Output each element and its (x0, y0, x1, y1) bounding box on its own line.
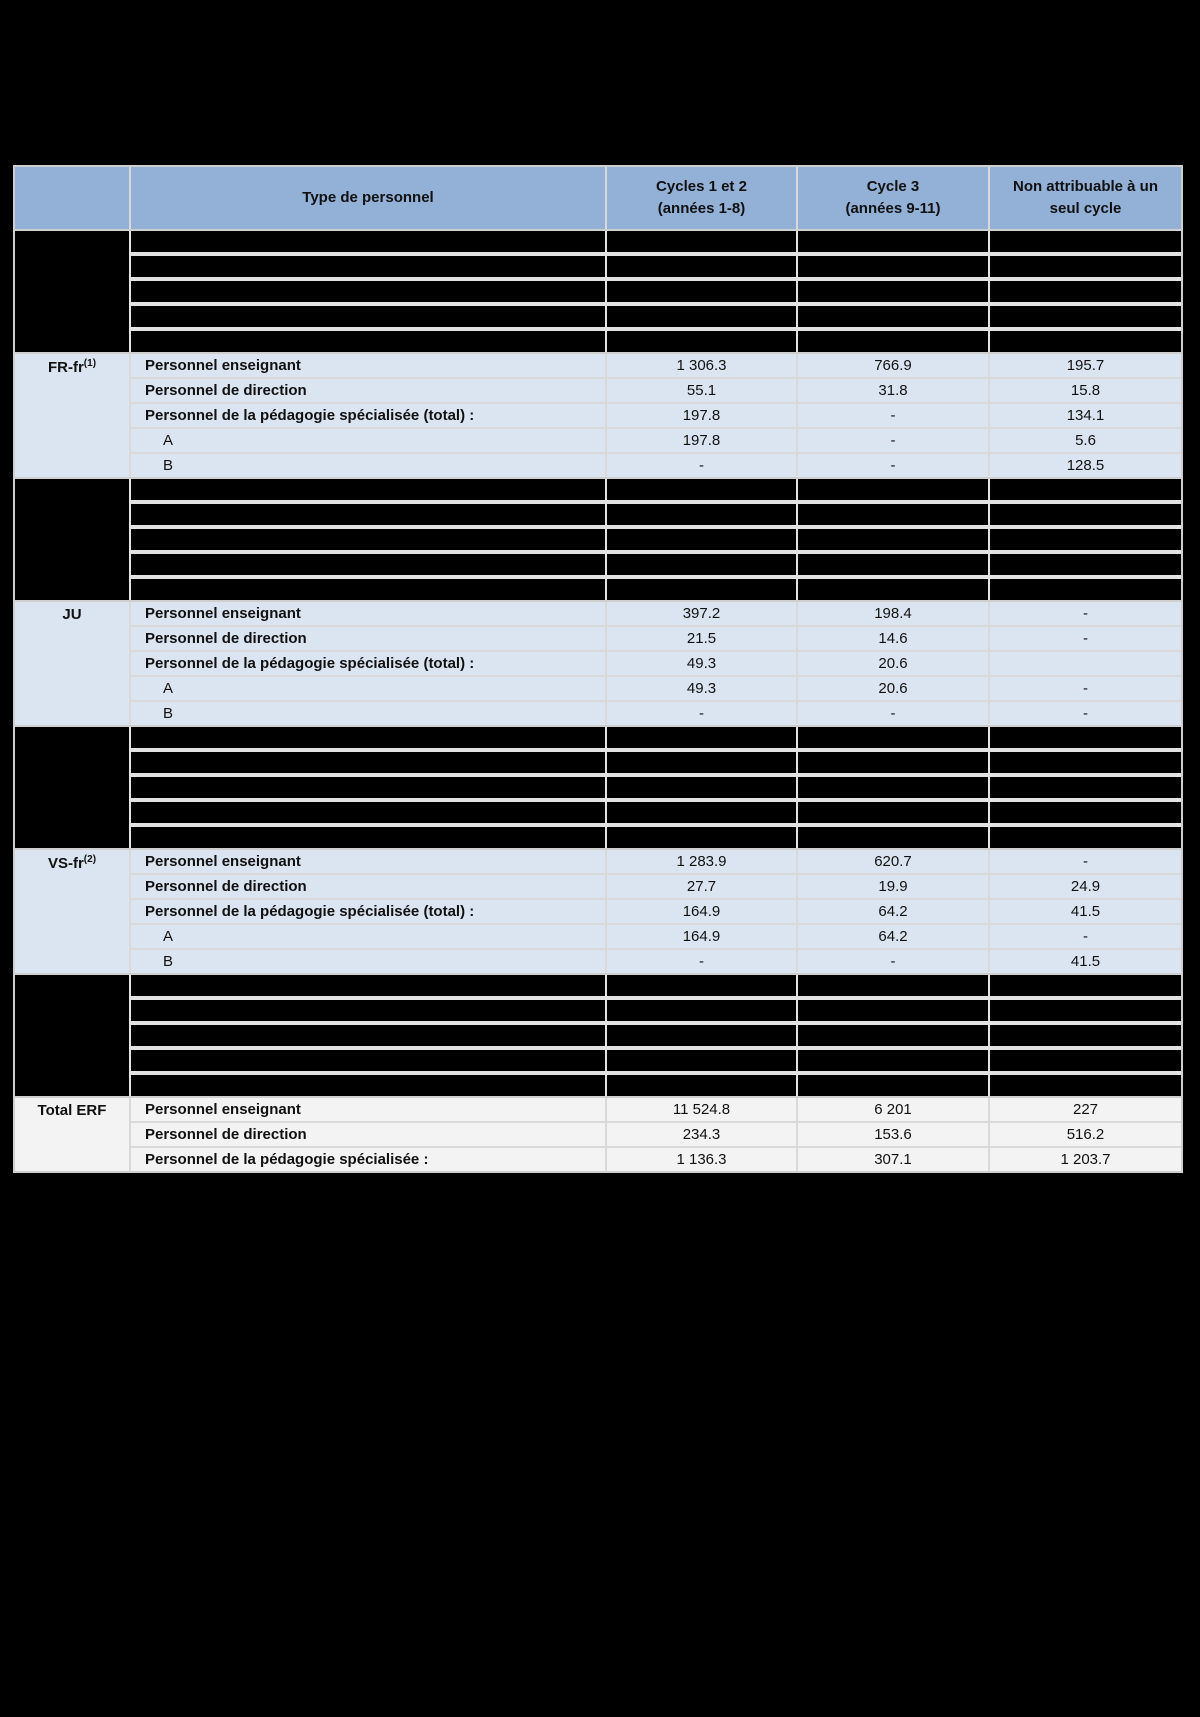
redacted-cell (798, 1025, 988, 1046)
redacted-cell (798, 777, 988, 798)
header-cycle3-cell (798, 167, 988, 229)
header-nonattribuable-line2: seul cycle (1049, 200, 1122, 217)
redacted-cell (798, 306, 988, 327)
redacted-cell (131, 1050, 605, 1071)
region-name-text: $FR-fr^{(1)}$ (47, 358, 97, 376)
redacted-cell (990, 727, 1181, 748)
redacted-cell (607, 1050, 796, 1071)
redacted-cell (131, 802, 605, 823)
redacted-cell (131, 554, 605, 575)
redacted-cell (131, 529, 605, 550)
redacted-cell (798, 554, 988, 575)
redacted-cell (990, 256, 1181, 277)
redacted-cell (798, 331, 988, 352)
redacted-cell (990, 479, 1181, 500)
value-cycles12: 1 306.3 (607, 354, 796, 377)
redacted-cell (131, 579, 605, 600)
value-cycles12: 55.1 (607, 379, 796, 402)
redacted-cell (990, 281, 1181, 302)
redacted-cell (131, 331, 605, 352)
row-label: Personnel de la pédagogie spécialisée (total) : (131, 652, 605, 675)
redacted-cell (798, 752, 988, 773)
row-label: A (131, 677, 605, 700)
value-non-attribuable: - (990, 925, 1181, 948)
redacted-cell (607, 727, 796, 748)
redacted-section (15, 727, 1181, 848)
row-label: Personnel de direction (131, 1123, 605, 1146)
redacted-cell (607, 975, 796, 996)
redacted-section (15, 231, 1181, 352)
region-label (15, 602, 129, 725)
region-label (15, 1098, 129, 1171)
table-header (15, 167, 1181, 229)
value-cycle3: 153.6 (798, 1123, 988, 1146)
redacted-cell (990, 802, 1181, 823)
header-nonattribuable-line1: Non attribuable à un (1012, 178, 1158, 196)
value-cycle3: 198.4 (798, 602, 988, 625)
redacted-cell (798, 1075, 988, 1096)
redacted-cell (607, 504, 796, 525)
redacted-cell (131, 306, 605, 327)
redacted-cell (131, 281, 605, 302)
value-non-attribuable: 134.1 (990, 404, 1181, 427)
redacted-cell (607, 554, 796, 575)
row-label: Personnel de la pédagogie spécialisée : (131, 1148, 605, 1171)
value-non-attribuable: - (990, 850, 1181, 873)
redacted-cell (990, 554, 1181, 575)
redacted-cell (798, 504, 988, 525)
value-cycle3: 19.9 (798, 875, 988, 898)
row-label: Personnel enseignant (131, 354, 605, 377)
value-non-attribuable: 15.8 (990, 379, 1181, 402)
personnel-table (13, 165, 1183, 1173)
footnote-marker: (2) (83, 854, 97, 865)
value-cycle3: - (798, 429, 988, 452)
redacted-cell (990, 1050, 1181, 1071)
row-label: A (131, 925, 605, 948)
redacted-region-cell (15, 975, 129, 1096)
redacted-region-cell (15, 231, 129, 352)
row-label: Personnel de direction (131, 875, 605, 898)
redacted-cell (131, 504, 605, 525)
value-cycles12: 197.8 (607, 404, 796, 427)
header-cycle3-line1: Cycle 3 (866, 178, 920, 196)
value-cycle3: 307.1 (798, 1148, 988, 1171)
header-cycles12-cell (607, 167, 796, 229)
value-non-attribuable: 5.6 (990, 429, 1181, 452)
value-non-attribuable: 1 203.7 (990, 1148, 1181, 1171)
region-label (15, 850, 129, 973)
redacted-cell (990, 777, 1181, 798)
redacted-cell (131, 1025, 605, 1046)
value-cycle3: 20.6 (798, 652, 988, 675)
redacted-cell (798, 256, 988, 277)
redacted-cell (607, 579, 796, 600)
region-name-text: JU (62, 606, 82, 623)
header-cycle3-line2: (années 9-11) (845, 200, 941, 217)
redacted-cell (798, 579, 988, 600)
value-non-attribuable: 227 (990, 1098, 1181, 1121)
row-label: Personnel enseignant (131, 602, 605, 625)
value-non-attribuable: - (990, 627, 1181, 650)
redacted-cell (131, 777, 605, 798)
redacted-cell (131, 975, 605, 996)
redacted-cell (607, 1075, 796, 1096)
redacted-cell (607, 827, 796, 848)
redacted-cell (990, 1025, 1181, 1046)
redacted-cell (990, 504, 1181, 525)
value-cycle3: 6 201 (798, 1098, 988, 1121)
redacted-section (15, 975, 1181, 1096)
redacted-cell (131, 1000, 605, 1021)
header-cycles12-line2: (années 1-8) (657, 200, 746, 217)
row-label: Personnel de la pédagogie spécialisée (total) : (131, 404, 605, 427)
value-cycles12: 11 524.8 (607, 1098, 796, 1121)
value-cycles12: 49.3 (607, 677, 796, 700)
header-region-cell (15, 167, 129, 229)
value-cycles12: 164.9 (607, 925, 796, 948)
redacted-cell (798, 827, 988, 848)
section-fr-fr (15, 354, 1181, 477)
value-cycle3: 64.2 (798, 900, 988, 923)
redacted-cell (990, 827, 1181, 848)
redacted-cell (798, 1050, 988, 1071)
redacted-cell (607, 306, 796, 327)
header-type-cell (131, 167, 605, 229)
section-ju (15, 602, 1181, 725)
value-cycles12: 234.3 (607, 1123, 796, 1146)
redacted-cell (798, 281, 988, 302)
redacted-cell (607, 479, 796, 500)
header-type-label: Type de personnel (302, 189, 434, 207)
redacted-cell (131, 752, 605, 773)
redacted-cell (990, 1000, 1181, 1021)
row-label: B (131, 454, 605, 477)
redacted-region-cell (15, 479, 129, 600)
value-cycle3: 64.2 (798, 925, 988, 948)
value-cycle3: 31.8 (798, 379, 988, 402)
redacted-cell (131, 256, 605, 277)
value-cycles12: 1 283.9 (607, 850, 796, 873)
redacted-cell (607, 752, 796, 773)
value-cycles12: 1 136.3 (607, 1148, 796, 1171)
redacted-cell (607, 256, 796, 277)
redacted-cell (607, 529, 796, 550)
value-cycle3: 14.6 (798, 627, 988, 650)
row-label: Personnel enseignant (131, 1098, 605, 1121)
value-cycle3: - (798, 404, 988, 427)
redacted-cell (798, 727, 988, 748)
value-cycle3: - (798, 454, 988, 477)
value-non-attribuable: - (990, 602, 1181, 625)
row-label: A (131, 429, 605, 452)
row-label: B (131, 950, 605, 973)
row-label: Personnel de direction (131, 379, 605, 402)
row-label: Personnel enseignant (131, 850, 605, 873)
value-cycles12: 21.5 (607, 627, 796, 650)
redacted-cell (798, 231, 988, 252)
section-total-erf (15, 1098, 1181, 1171)
header-nonattribuable-cell (990, 167, 1181, 229)
redacted-cell (798, 479, 988, 500)
row-label: B (131, 702, 605, 725)
value-cycles12: 49.3 (607, 652, 796, 675)
redacted-cell (990, 529, 1181, 550)
footnote-marker: (1) (83, 358, 97, 369)
redacted-cell (607, 802, 796, 823)
value-cycle3: 620.7 (798, 850, 988, 873)
value-cycle3: 766.9 (798, 354, 988, 377)
redacted-cell (990, 579, 1181, 600)
redacted-cell (131, 727, 605, 748)
value-non-attribuable: 516.2 (990, 1123, 1181, 1146)
value-non-attribuable: 24.9 (990, 875, 1181, 898)
redacted-cell (798, 802, 988, 823)
value-cycle3: - (798, 950, 988, 973)
redacted-cell (607, 777, 796, 798)
region-label (15, 354, 129, 477)
row-label: Personnel de direction (131, 627, 605, 650)
value-non-attribuable: - (990, 702, 1181, 725)
redacted-cell (798, 1000, 988, 1021)
region-name-text: $VS-fr^{(2)}$ (47, 854, 97, 872)
value-cycles12: 164.9 (607, 900, 796, 923)
redacted-section (15, 479, 1181, 600)
value-non-attribuable: 41.5 (990, 900, 1181, 923)
redacted-cell (990, 231, 1181, 252)
header-cycles12-line1: Cycles 1 et 2 (656, 178, 747, 196)
redacted-cell (990, 975, 1181, 996)
redacted-cell (131, 1075, 605, 1096)
value-cycles12: - (607, 950, 796, 973)
redacted-cell (990, 331, 1181, 352)
value-non-attribuable: 128.5 (990, 454, 1181, 477)
redacted-cell (607, 1025, 796, 1046)
redacted-cell (990, 752, 1181, 773)
redacted-cell (990, 1075, 1181, 1096)
value-non-attribuable: 41.5 (990, 950, 1181, 973)
value-cycles12: 27.7 (607, 875, 796, 898)
redacted-cell (131, 479, 605, 500)
section-vs-fr (15, 850, 1181, 973)
redacted-cell (798, 529, 988, 550)
table-body (15, 231, 1181, 1171)
redacted-cell (607, 281, 796, 302)
redacted-cell (798, 975, 988, 996)
value-non-attribuable: - (990, 677, 1181, 700)
region-name-text: Total ERF (37, 1102, 107, 1119)
redacted-cell (607, 231, 796, 252)
row-label: Personnel de la pédagogie spécialisée (total) : (131, 900, 605, 923)
value-non-attribuable (990, 652, 1181, 675)
value-cycles12: 397.2 (607, 602, 796, 625)
redacted-cell (607, 1000, 796, 1021)
value-cycle3: - (798, 702, 988, 725)
redacted-cell (131, 231, 605, 252)
value-cycles12: 197.8 (607, 429, 796, 452)
value-cycle3: 20.6 (798, 677, 988, 700)
value-cycles12: - (607, 702, 796, 725)
value-cycles12: - (607, 454, 796, 477)
redacted-cell (990, 306, 1181, 327)
redacted-cell (131, 827, 605, 848)
value-non-attribuable: 195.7 (990, 354, 1181, 377)
redacted-region-cell (15, 727, 129, 848)
redacted-cell (607, 331, 796, 352)
